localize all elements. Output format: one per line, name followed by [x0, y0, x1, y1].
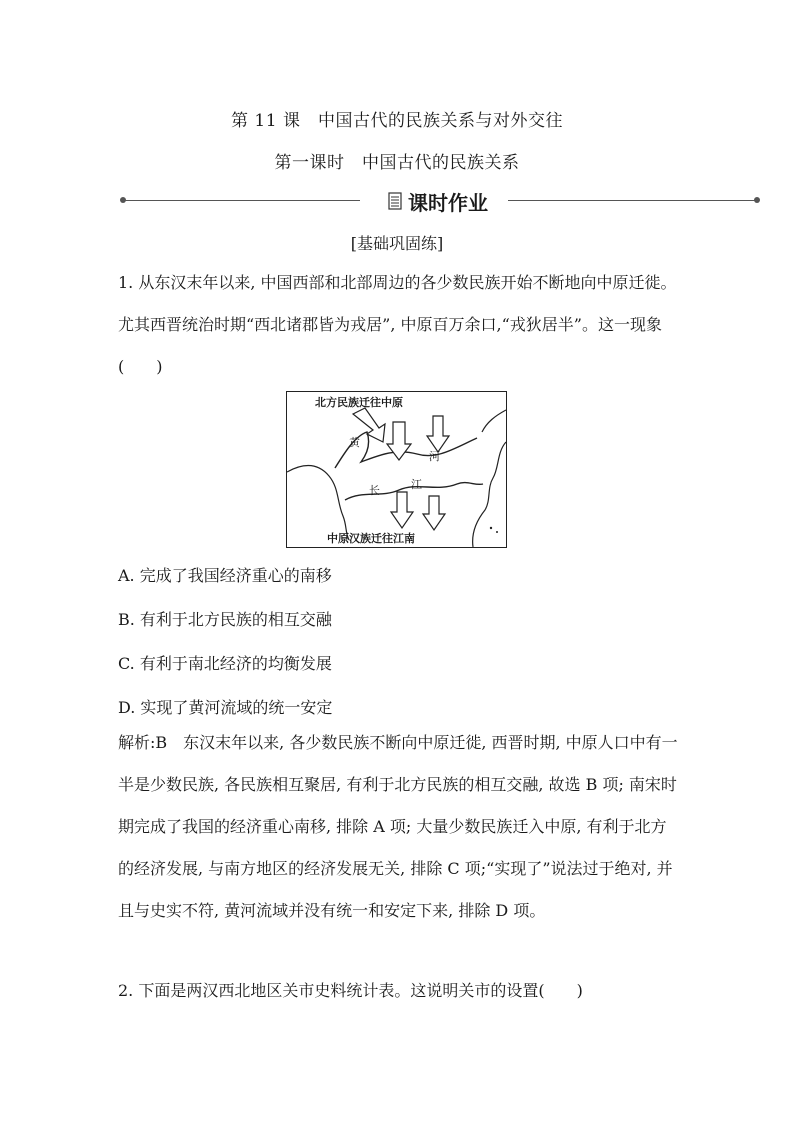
river-label-he: 河: [429, 450, 440, 463]
question-1-analysis: 解析:B 东汉末年以来, 各少数民族不断向中原迁徙, 西晋时期, 中原人口中有一半是少数民族, 各民族相互聚居, 有利于北方民族的相互交融, 故选 B 项; 南宋时期完成了我国的经济重心南移, 排除 A 项; 大量少数民族迁入中原, 有利于北方的经济发展, 与南方地区的经济发展无关, 排除 C 项;“实现了”说法过于绝对, 并且与史实不符, 黄河流域并没有统一和安定下来, 排除 D 项。: [118, 733, 678, 920]
arrow-down-3: [391, 492, 413, 528]
map-drawing: [287, 392, 506, 547]
section-label: [基础巩固练]: [350, 234, 444, 253]
option-b[interactable]: B. 有利于北方民族的相互交融: [118, 610, 332, 629]
arrow-down-4: [423, 496, 445, 530]
period-title: 第一课时 中国古代的民族关系: [274, 153, 520, 173]
question-2-text: 2. 下面是两汉西北地区关市史料统计表。这说明关市的设置( ): [118, 981, 583, 1000]
banner-rule-right: [508, 200, 758, 201]
banner-label: 课时作业: [408, 190, 488, 215]
option-d[interactable]: D. 实现了黄河流域的统一安定: [118, 698, 333, 717]
lesson-title: 第 11 课 中国古代的民族关系与对外交往: [231, 111, 563, 131]
migration-map: [286, 391, 507, 548]
book-icon: [388, 192, 402, 210]
banner-rule-left: [124, 200, 360, 201]
homework-banner: [120, 186, 762, 216]
map-caption-top: 北方民族迁往中原: [315, 396, 403, 409]
option-a[interactable]: A. 完成了我国经济重心的南移: [118, 566, 332, 585]
arrow-down-1: [387, 422, 411, 460]
question-1-options: [118, 554, 332, 730]
option-c[interactable]: C. 有利于南北经济的均衡发展: [118, 654, 332, 673]
arrow-down-2: [427, 416, 449, 452]
river-label-huang: 黄: [349, 436, 360, 449]
river-label-chang: 长: [369, 484, 380, 497]
banner-label-wrap: [372, 186, 504, 216]
question-1-text: 1. 从东汉末年以来, 中国西部和北部周边的各少数民族开始不断地向中原迁徙。尤其西晋统治时期“西北诸郡皆为戎居”, 中原百万余口,“戎狄居半”。这一现象( ): [118, 273, 677, 376]
river-label-jiang: 江: [411, 478, 422, 491]
map-caption-bottom: 中原汉族迁往江南: [327, 532, 415, 545]
banner-dot-right: [754, 197, 760, 203]
